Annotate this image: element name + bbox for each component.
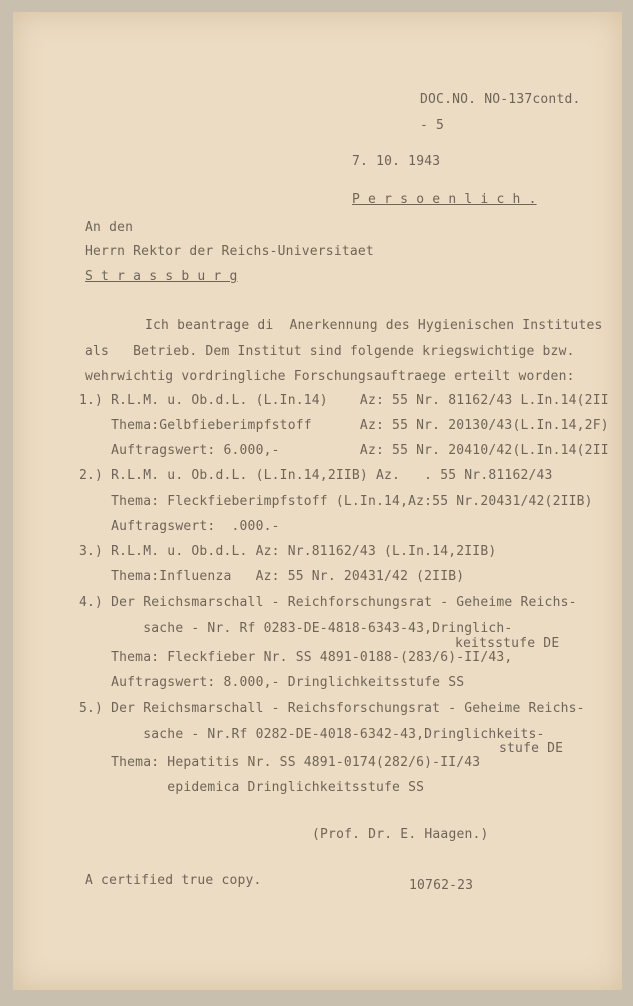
- item-4-line-1: 4.) Der Reichsmarschall - Reichforschungsrat - Geheime Reichs-: [79, 595, 577, 610]
- certified-copy: A certified true copy.: [85, 873, 262, 888]
- recipient-line-2: Herrn Rektor der Reichs-Universitaet: [85, 244, 374, 259]
- item-1-line-2: Thema:Gelbfieberimpfstoff Az: 55 Nr. 20130/43(L.In.14,2F): [79, 418, 609, 433]
- item-4-line-4: Thema: Fleckfieber Nr. SS 4891-0188-(283/6)-II/43,: [79, 650, 513, 665]
- item-3-line-2: Thema:Influenza Az: 55 Nr. 20431/42 (2IIB): [79, 569, 465, 584]
- item-2-line-1: 2.) R.L.M. u. Ob.d.L. (L.In.14,2IIB) Az. . 55 Nr.81162/43: [79, 468, 553, 483]
- item-5-line-1: 5.) Der Reichsmarschall - Reichsforschungsrat - Geheime Reichs-: [79, 701, 585, 716]
- item-5-line-2: sache - Nr.Rf 0282-DE-4018-6342-43,Dringlichkeits-: [79, 727, 545, 742]
- intro-line-1: Ich beantrage di Anerkennung des Hygienischen Institutes: [145, 318, 603, 333]
- item-1-line-1: 1.) R.L.M. u. Ob.d.L. (L.In.14) Az: 55 Nr. 81162/43 L.In.14(2II: [79, 393, 609, 408]
- intro-line-3: wehrwichtig vordringliche Forschungsauftraege erteilt worden:: [85, 369, 575, 384]
- document-page: [13, 12, 622, 990]
- item-4-line-5: Auftragswert: 8.000,- Dringlichkeitsstufe SS: [79, 675, 465, 690]
- item-2-line-2: Thema: Fleckfieberimpfstoff (L.In.14,Az:55 Nr.20431/42(2IIB): [79, 494, 593, 509]
- item-4-line-3: keitsstufe DE: [455, 636, 560, 651]
- item-2-line-3: Auftragswert: .000.-: [79, 519, 280, 534]
- item-5-line-4: Thema: Hepatitis Nr. SS 4891-0174(282/6)-II/43: [79, 755, 481, 770]
- recipient-city: S t r a s s b u r g: [85, 269, 238, 284]
- personal-heading: P e r s o e n l i c h .: [352, 192, 537, 207]
- recipient-line-1: An den: [85, 220, 134, 235]
- item-4-line-2: sache - Nr. Rf 0283-DE-4818-6343-43,Dringlich-: [79, 621, 513, 636]
- page-number: - 5: [420, 118, 445, 133]
- item-5-line-3: stufe DE: [499, 741, 564, 756]
- item-1-line-3: Auftragswert: 6.000,- Az: 55 Nr. 20410/42(L.In.14(2II: [79, 443, 609, 458]
- signature: (Prof. Dr. E. Haagen.): [312, 827, 489, 842]
- file-number: 10762-23: [409, 878, 474, 893]
- letter-date: 7. 10. 1943: [352, 154, 441, 169]
- intro-line-2: als Betrieb. Dem Institut sind folgende kriegswichtige bzw.: [85, 344, 575, 359]
- item-5-line-5: epidemica Dringlichkeitsstufe SS: [79, 780, 425, 795]
- doc-number: DOC.NO. NO-137contd.: [420, 92, 581, 107]
- item-3-line-1: 3.) R.L.M. u. Ob.d.L. Az: Nr.81162/43 (L.In.14,2IIB): [79, 544, 497, 559]
